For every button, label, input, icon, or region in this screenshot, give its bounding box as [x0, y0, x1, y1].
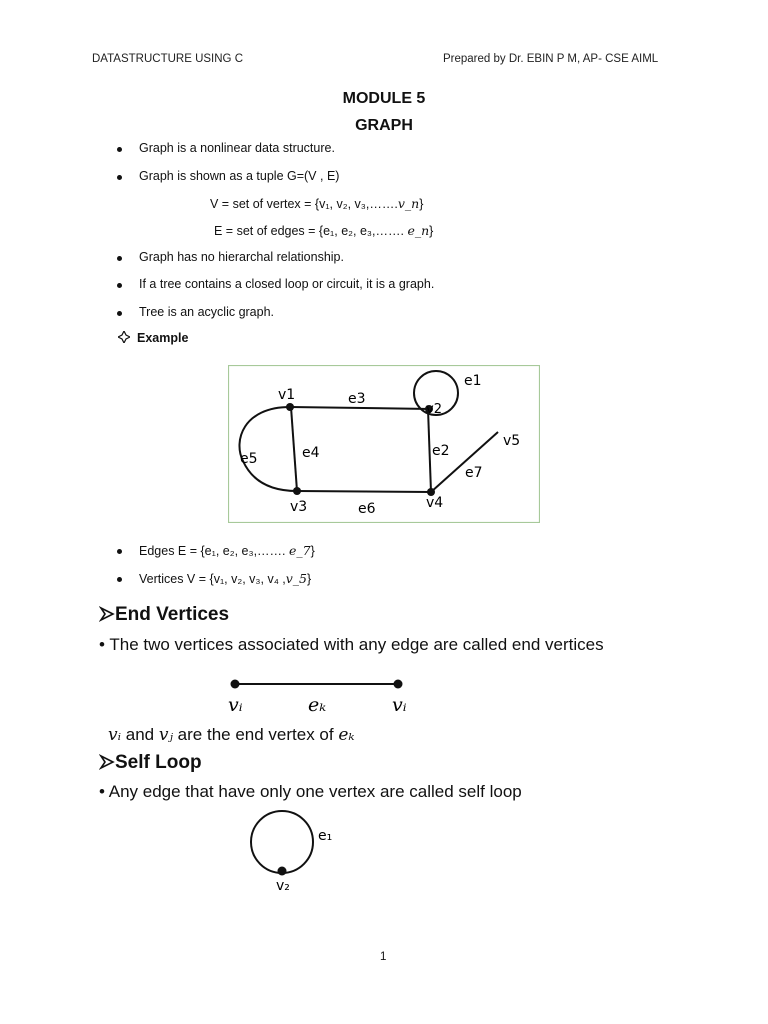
formula-text: V = set of vertex = {v₁, v₂, v₃,…….: [210, 197, 398, 211]
bullet-text: }: [310, 544, 315, 558]
end-vertices-text: • The two vertices associated with any edge are called end vertices: [99, 635, 604, 654]
header-right: Prepared by Dr. EBIN P M, AP- CSE AIML: [443, 53, 659, 65]
example-label: Example: [137, 331, 189, 345]
formula-variable: v_5: [285, 571, 308, 586]
bullet-text: Vertices V = {v₁, v₂, v₃, v₄ ,: [139, 572, 286, 586]
vertex-v1: [286, 403, 294, 411]
bullet-dot-icon: [117, 256, 122, 261]
self-loop-text: • Any edge that have only one vertex are called self loop: [99, 782, 522, 801]
bullet-dot-icon: [117, 549, 122, 554]
header-left: DATASTRUCTURE USING C: [92, 53, 243, 65]
caption-variable: vⱼ: [158, 725, 173, 745]
vertex-dot: [278, 867, 287, 876]
bullet-dot-icon: [117, 311, 122, 316]
diagram-frame: [229, 366, 540, 523]
bullet-dot-icon: [117, 175, 122, 180]
bullet-text: }: [307, 572, 312, 586]
bullet-text: If a tree contains a closed loop or circuit, it is a graph.: [139, 277, 435, 291]
formula-variable: e_7: [289, 543, 311, 558]
label-e6: e6: [358, 501, 376, 517]
caption-variable: vᵢ: [108, 725, 122, 745]
bullet-dot-icon: [117, 283, 122, 288]
vertex-v3: [293, 487, 301, 495]
graph-example-diagram: [228, 365, 540, 523]
edge-set-formula: [214, 223, 433, 238]
caption-variable: eₖ: [338, 725, 355, 745]
edge-e6: [297, 491, 431, 492]
page-number: 1: [380, 951, 387, 963]
bullet-dot-icon: [117, 147, 122, 152]
bullet-text: Graph is shown as a tuple G=(V , E): [139, 169, 340, 183]
example-heading: [118, 331, 188, 345]
formula-text: }: [419, 197, 424, 211]
self-loop-heading: [99, 752, 202, 774]
label-v4: v4: [426, 495, 444, 511]
bullet-item: [139, 141, 335, 155]
caption-text: are the end vertex of: [172, 725, 339, 744]
caption-text: and: [121, 725, 159, 744]
edge-label: eₖ: [308, 694, 327, 716]
arrow-bullet-icon: [99, 754, 115, 770]
label-e1: e1: [464, 373, 482, 389]
label-e3: e3: [348, 391, 366, 407]
end-vertices-caption: [108, 725, 355, 745]
vertices-bullet: [139, 571, 311, 586]
module-title: MODULE 5: [342, 90, 426, 107]
bullet-item: [139, 250, 344, 264]
end-vertices-heading: [99, 604, 229, 626]
section-heading-text: Self Loop: [115, 752, 202, 773]
arrow-bullet-icon: [99, 606, 115, 622]
bullet-item: [139, 277, 434, 291]
bullet-text: Graph is a nonlinear data structure.: [139, 141, 335, 155]
bullet-item: [139, 305, 274, 319]
end-vertices-diagram: [220, 670, 420, 720]
edges-bullet: [139, 543, 315, 558]
label-e2: e2: [432, 443, 450, 459]
vertex-dot: [394, 680, 403, 689]
label-e7: e7: [465, 465, 483, 481]
vertex-label-right: vᵢ: [392, 694, 407, 716]
section-heading-text: End Vertices: [115, 604, 230, 625]
self-loop-edge: [251, 811, 313, 873]
formula-text: E = set of edges = {e₁, e₂, e₃,…….: [214, 224, 408, 238]
bullet-text: Tree is an acyclic graph.: [139, 305, 275, 319]
self-loop-vertex-label: v₂: [276, 878, 290, 894]
label-v2: v2: [426, 402, 442, 417]
formula-variable: e_n: [407, 223, 430, 238]
label-e4: e4: [302, 445, 320, 461]
label-e5: e5: [240, 451, 258, 467]
page-title: GRAPH: [355, 117, 413, 134]
bullet-item: [139, 169, 339, 183]
diamond-bullet-icon: [118, 331, 130, 343]
self-loop-edge-label: e₁: [318, 828, 333, 844]
label-v1: v1: [278, 387, 296, 403]
vertex-label-left: vᵢ: [228, 694, 243, 716]
bullet-dot-icon: [117, 577, 122, 582]
bullet-text: Edges E = {e₁, e₂, e₃,…….: [139, 544, 289, 558]
vertex-set-formula: [210, 196, 423, 211]
formula-variable: v_n: [397, 196, 420, 211]
label-v3: v3: [290, 499, 308, 515]
formula-text: }: [429, 224, 434, 238]
self-loop-diagram: [240, 808, 350, 898]
bullet-text: Graph has no hierarchal relationship.: [139, 250, 344, 264]
vertex-dot: [231, 680, 240, 689]
label-v5: v5: [503, 433, 521, 449]
